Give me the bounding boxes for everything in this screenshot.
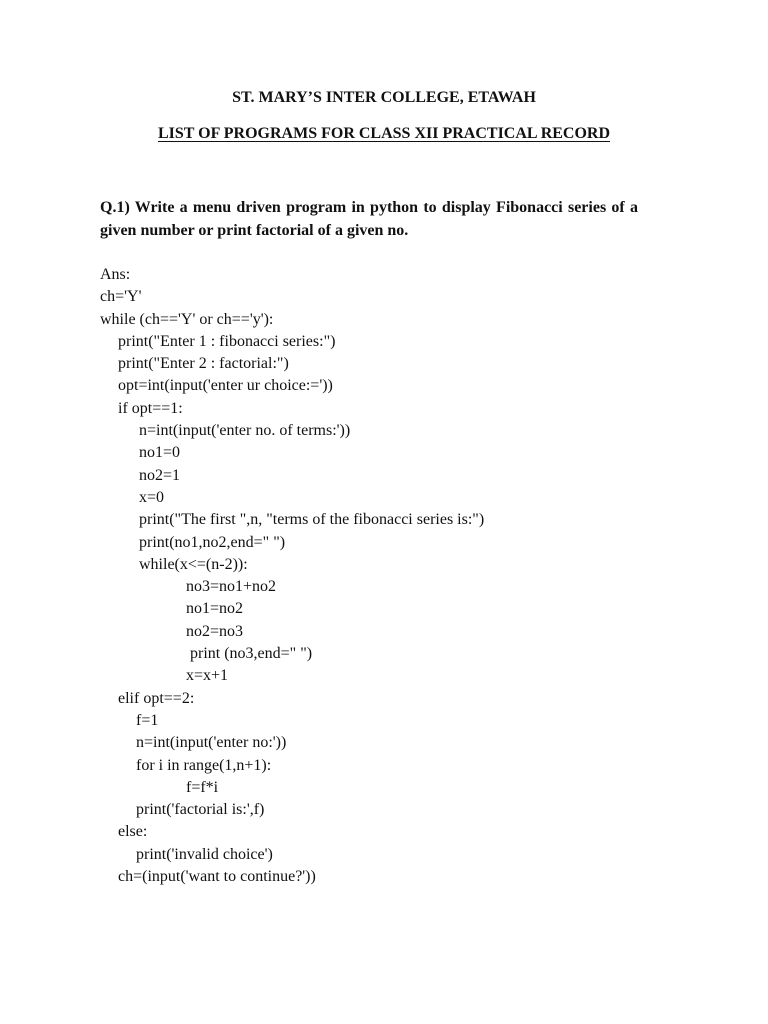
code-line: print (no3,end=" ") (190, 645, 313, 663)
code-line: if opt==1: (118, 399, 183, 417)
code-line: print("Enter 2 : factorial:") (118, 355, 289, 373)
code-line: n=int(input('enter no. of terms:')) (139, 422, 351, 440)
code-line: print(no1,no2,end=" ") (139, 533, 286, 551)
code-line: opt=int(input('enter ur choice:=')) (118, 377, 333, 395)
code-line: print('invalid choice') (136, 845, 273, 863)
question-text: Q.1) Write a menu driven program in python to display Fibonacci series of a given number or print factorial of a given no. (100, 199, 638, 239)
answer-code-block (100, 264, 660, 888)
code-line: no1=no2 (186, 600, 244, 618)
code-line: no1=0 (139, 444, 181, 462)
code-line: for i in range(1,n+1): (136, 756, 272, 774)
code-line: elif opt==2: (118, 689, 195, 707)
college-name-text: ST. MARY’S INTER COLLEGE, ETAWAH (232, 89, 536, 106)
code-line: print("Enter 1 : fibonacci series:") (118, 332, 336, 350)
answer-label: Ans: (100, 266, 131, 283)
code-line: x=x+1 (186, 667, 229, 685)
college-name (0, 88, 768, 108)
code-line: no2=1 (139, 466, 181, 484)
code-line: no3=no1+no2 (186, 578, 277, 596)
code-line: n=int(input('enter no:')) (136, 734, 287, 752)
code-line: while(x<=(n-2)): (139, 555, 248, 573)
code-line: print("The first ",n, "terms of the fibonacci series is:") (139, 511, 485, 529)
code-line: else: (118, 823, 148, 841)
document-subtitle (0, 124, 768, 144)
code-line: ch='Y' (100, 288, 142, 306)
code-line: while (ch=='Y' or ch=='y'): (100, 310, 274, 328)
code-line: ch=(input('want to continue?')) (118, 868, 316, 886)
code-line: x=0 (139, 488, 165, 506)
code-line: no2=no3 (186, 622, 244, 640)
code-line: f=f*i (186, 778, 219, 796)
code-line: print('factorial is:',f) (136, 801, 265, 819)
document-subtitle-text: LIST OF PROGRAMS FOR CLASS XII PRACTICAL RECORD (157, 125, 611, 142)
code-line: f=1 (136, 711, 159, 729)
